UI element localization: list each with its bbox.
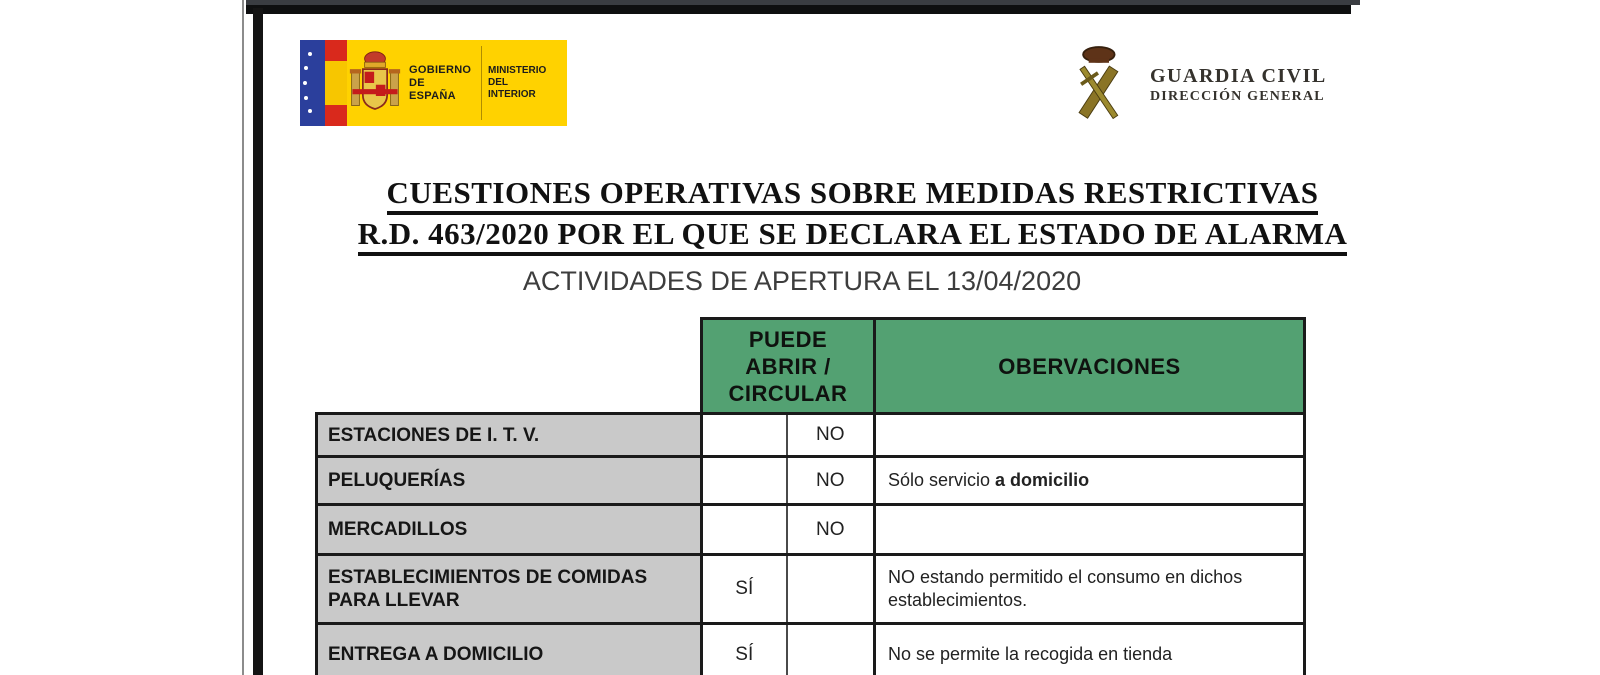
header-observaciones: OBERVACIONES [875,319,1305,414]
document-title [300,174,1405,256]
guardia-civil-emblem-icon [1060,42,1134,128]
header-puede-abrir-circular: PUEDE ABRIR / CIRCULAR [702,319,875,414]
si-cell: SÍ [702,624,787,675]
eu-flag-panel [300,40,325,126]
activity-label: ESTABLECIMIENTOS DE COMIDAS PARA LLEVAR [317,555,702,624]
table-row [317,414,1305,457]
ministry-yellow-panel [347,40,567,126]
guardia-civil-wordmark [1150,66,1327,105]
ministerio-interior-label: MINISTERIO DEL INTERIOR [488,65,547,100]
direccion-general-subtitle: DIRECCIÓN GENERAL [1150,89,1325,104]
table-row [317,457,1305,505]
spain-flag-strip [325,40,347,126]
si-cell [702,414,787,457]
table-row [317,624,1305,675]
no-cell: NO [787,457,875,505]
no-cell [787,624,875,675]
observations-cell [875,414,1305,457]
title-line-2: R.D. 463/2020 POR EL QUE SE DECLARA EL ESTADO DE ALARMA [358,215,1348,256]
gobierno-espana-label: GOBIERNO DE ESPAÑA [409,63,472,102]
si-cell [702,505,787,555]
observations-cell: NO estando permitido el consumo en dichos establecimientos. [875,555,1305,624]
si-cell: SÍ [702,555,787,624]
table-row [317,505,1305,555]
no-cell: NO [787,505,875,555]
table-row [317,555,1305,624]
header-empty-cell [317,319,702,414]
title-line-1: CUESTIONES OPERATIVAS SOBRE MEDIDAS RESTRICTIVAS [387,174,1319,215]
no-cell [787,555,875,624]
window-top-bar-shadow [246,5,1351,14]
activity-label: MERCADILLOS [317,505,702,555]
activities-table [315,317,1306,675]
table-header-row [317,319,1305,414]
activity-label: PELUQUERÍAS [317,457,702,505]
si-cell [702,457,787,505]
spain-government-logo [300,40,567,126]
coat-of-arms-icon [349,44,401,122]
observations-cell: Sólo servicio a domicilio [875,457,1305,505]
activity-label: ESTACIONES DE I. T. V. [317,414,702,457]
page-left-edge-line [242,0,244,675]
page-left-border-bar [253,8,263,675]
logo-divider [481,46,482,120]
guardia-civil-title: GUARDIA CIVIL [1150,65,1327,87]
observations-cell: No se permite la recogida en tienda [875,624,1305,675]
document-subtitle: ACTIVIDADES DE APERTURA EL 13/04/2020 [522,266,1082,296]
activity-label: ENTREGA A DOMICILIO [317,624,702,675]
observations-cell [875,505,1305,555]
no-cell: NO [787,414,875,457]
